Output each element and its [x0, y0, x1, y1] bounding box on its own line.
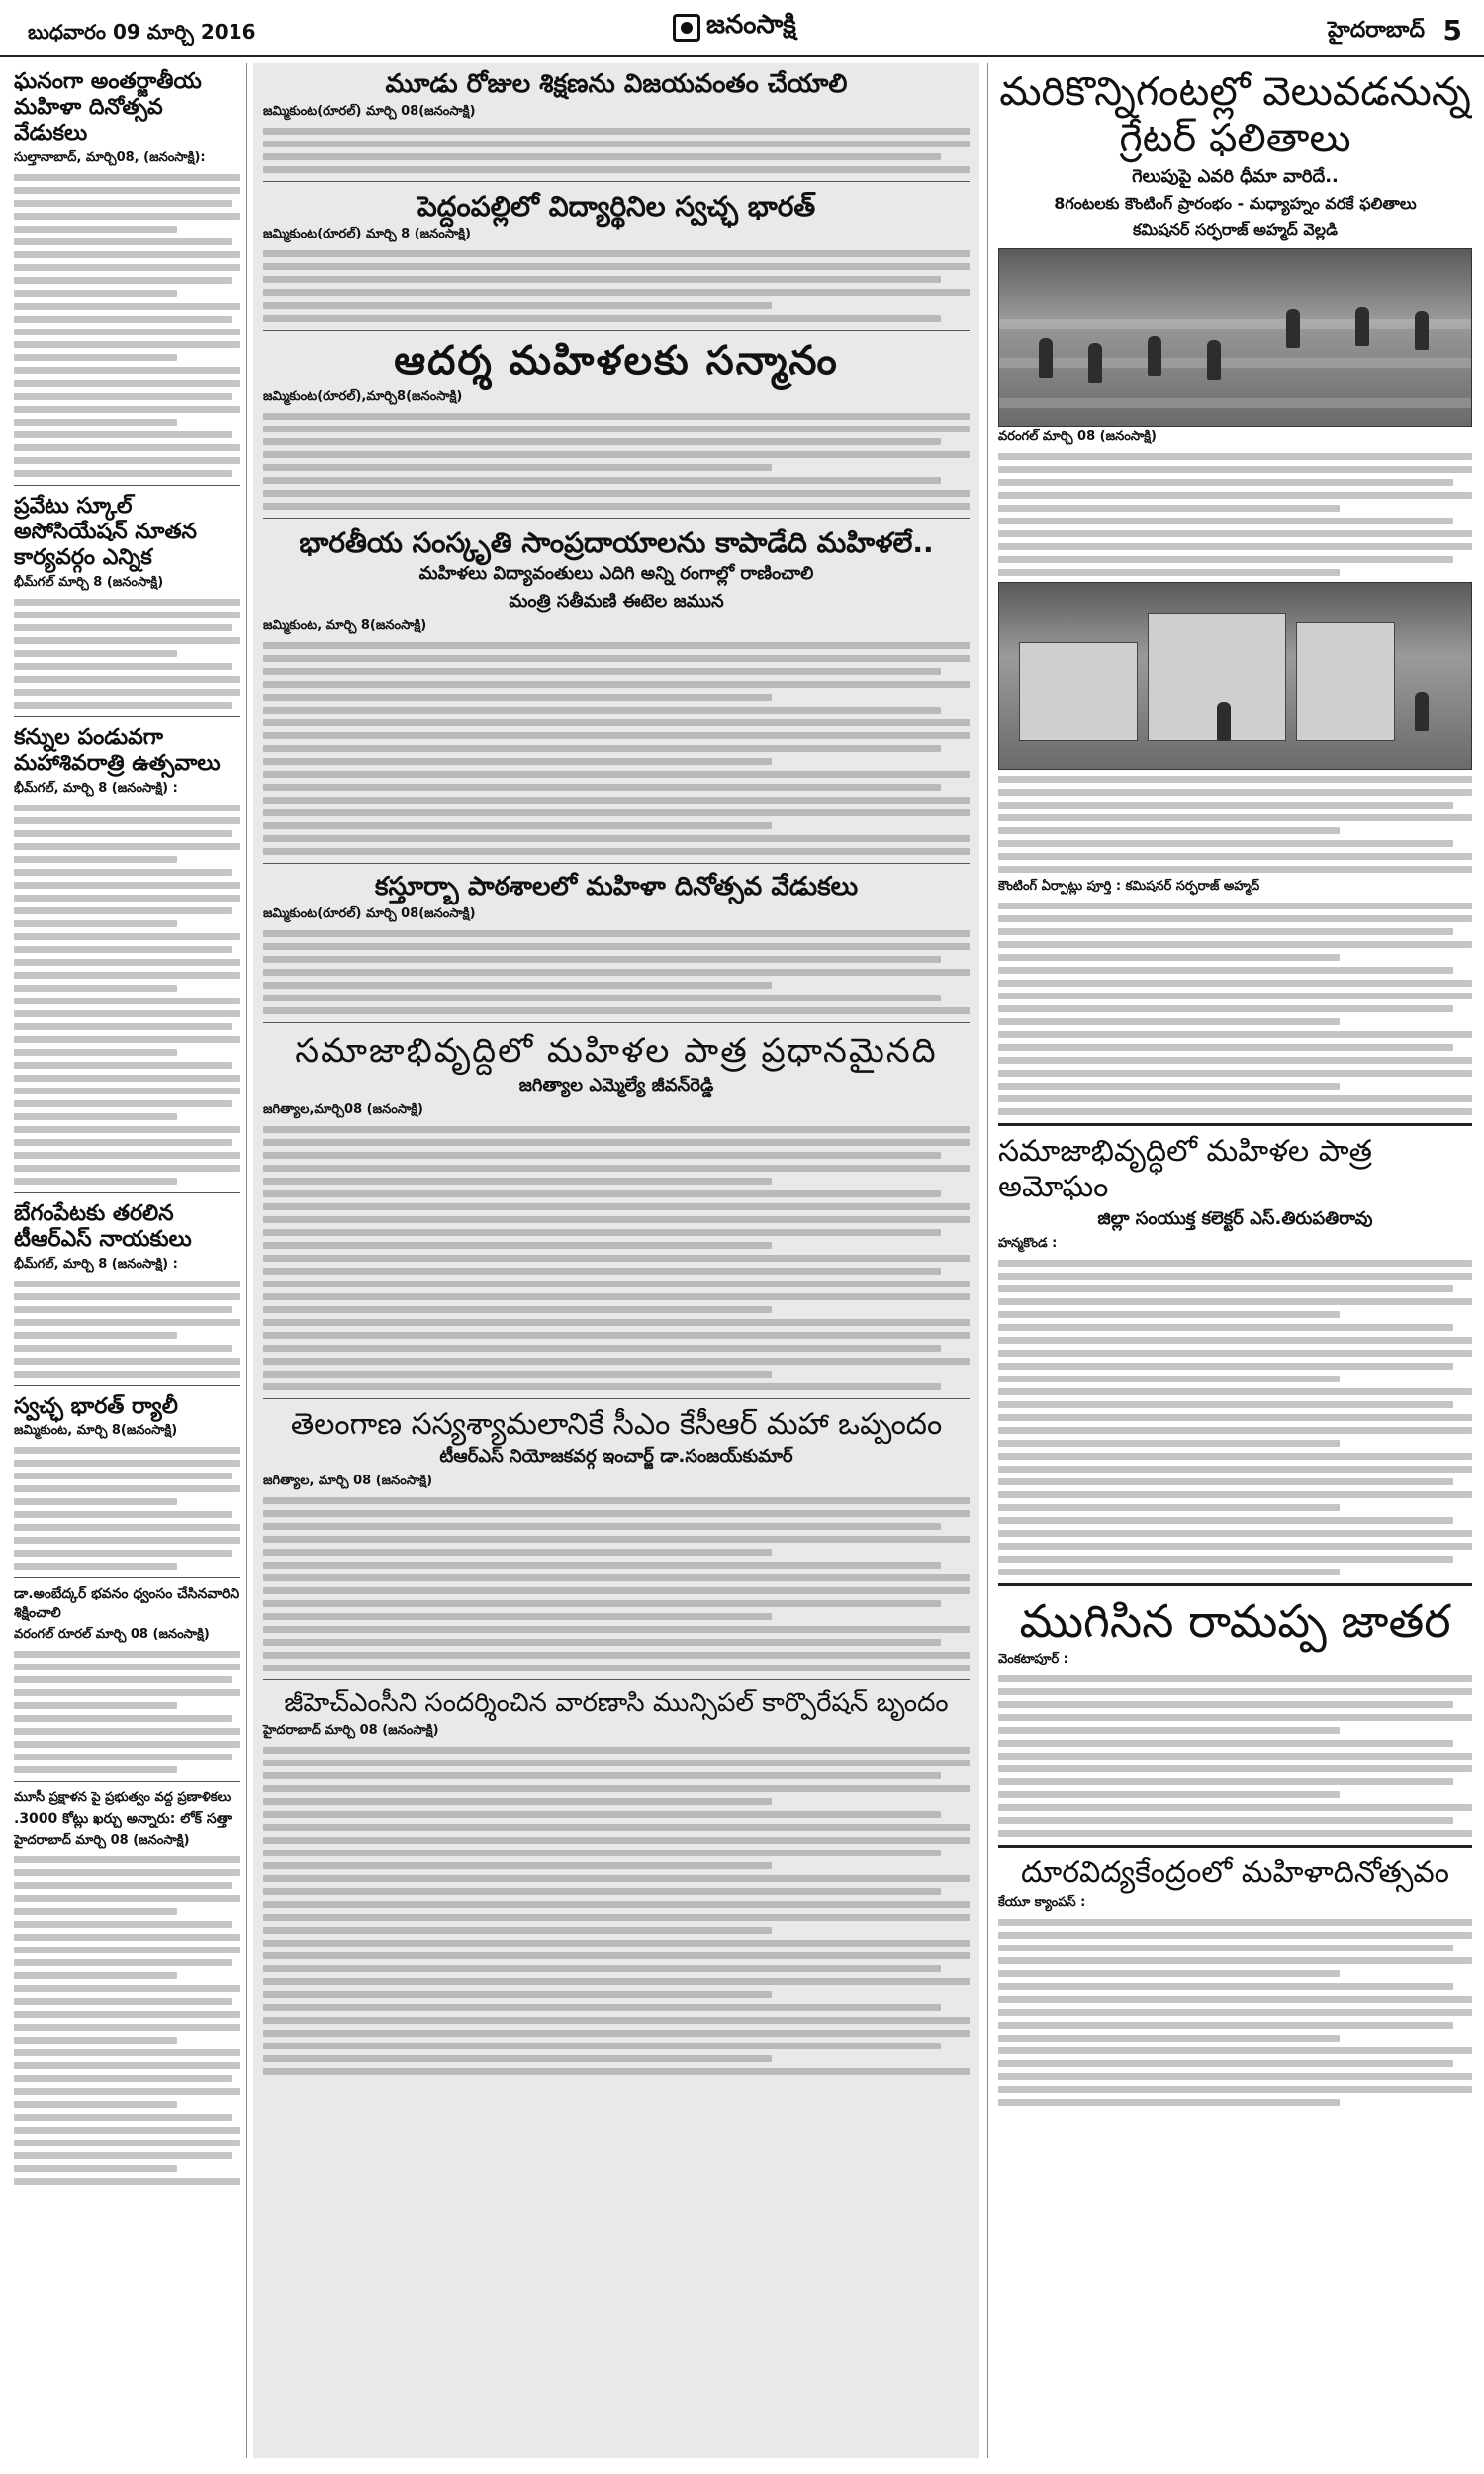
dateline: హైదరాబాద్ మార్చి 08 (జనంసాక్షి) [14, 1833, 190, 1849]
article-swachh-bharat-rally [14, 1394, 240, 1570]
subheadline-counting: 8గంటలకు కౌంటింగ్ ప్రారంభం - మధ్యాహ్నం వరకే ఫలితాలు [1054, 194, 1417, 214]
headline: జీహెచ్ఎంసీని సందర్శించిన వారణాసి మున్సిపల్ కార్పొరేషన్ బృందం [284, 1688, 949, 1719]
headline: తెలంగాణ సస్యశ్యామలానికే సీఎం కేసీఆర్ మహా ఒప్పందం [290, 1406, 943, 1442]
article-women-role-collector [998, 1134, 1472, 1575]
article-body-continued [998, 776, 1472, 873]
page-number: 5 [1442, 14, 1462, 47]
article-three-day-training [263, 69, 970, 173]
headline: డా.అంబేద్కర్ భవనం ధ్వంసం చేసినవారిని శిక్షించాలి [14, 1586, 240, 1622]
article-body [263, 930, 970, 1014]
article-ideal-women-honoured [263, 338, 970, 510]
article-greater-results [998, 69, 1472, 1115]
dateline: సుల్తానాబాద్, మార్చి08, (జనంసాక్షి): [14, 149, 206, 165]
article-body [998, 1919, 1472, 2106]
article-women-role-jagtial [263, 1031, 970, 1390]
article-body [14, 174, 240, 477]
center-column [253, 63, 979, 2458]
headline: మరికొన్నిగంటల్లో వెలువడనున్న గ్రేటర్ ఫలితాలు [999, 69, 1471, 162]
strong-room-photo [998, 582, 1472, 770]
section-heading: కౌంటింగ్ ఏర్పాట్లు పూర్తి : కమిషనర్ సర్ఫరాజ్ అహ్మద్ [998, 879, 1260, 895]
headline: కస్తూర్బా పాఠశాలలో మహిళా దినోత్సవ వేడుకలు [374, 871, 859, 902]
article-trs-leaders-begumpet [14, 1201, 240, 1378]
article-womens-day-sultanabad [14, 69, 240, 477]
dateline: భీమ్‌గల్, మార్చి 8 (జనంసాక్షి) : [14, 780, 178, 796]
dateline: వరంగల్ మార్చి 08 (జనంసాక్షి) [998, 429, 1157, 445]
dateline: జమ్మికుంట, మార్చి 8(జనంసాక్షి) [263, 618, 427, 633]
article-culture-women [263, 526, 970, 855]
article-kcr-agreement [263, 1407, 970, 1671]
headline: మూడు రోజుల శిక్షణను విజయవంతం చేయాలి [385, 69, 848, 99]
article-body [263, 1747, 970, 2075]
dateline: భీమ్‌గల్, మార్చి 8 (జనంసాక్షి) : [14, 1256, 178, 1272]
dateline: జమ్మికుంట(రూరల్) మార్చి 08(జనంసాక్షి) [263, 905, 476, 921]
headline: ముగిసిన రామప్ప జాతర [1019, 1594, 1451, 1649]
logo-icon [673, 14, 700, 42]
dateline: జమ్మికుంట, మార్చి 8(జనంసాక్షి) [14, 1423, 178, 1439]
subheadline: టీఆర్ఎస్ నియోజకవర్గ ఇంచార్జ్ డా.సంజయ్‌కుమార్ [439, 1446, 793, 1468]
masthead [0, 0, 1484, 57]
headline: సమాజాభివృద్దిలో మహిళల పాత్ర ప్రధానమైనది [295, 1030, 938, 1071]
edition-city: హైదరాబాద్ [1328, 18, 1425, 43]
dateline: జమ్మికుంట(రూరల్) మార్చి 8 (జనంసాక్షి) [263, 226, 471, 241]
headline: కన్నుల పండువగా మహాశివరాత్రి ఉత్సవాలు [14, 724, 221, 776]
subheadline: జిల్లా సంయుక్త కలెక్టర్ ఎస్.తిరుపతిరావు [1097, 1208, 1373, 1230]
article-body [263, 642, 970, 855]
article-body [14, 1856, 240, 2185]
article-body [998, 1675, 1472, 1837]
newspaper-logo [673, 10, 796, 46]
article-body [263, 128, 970, 173]
article-kasturba-school [263, 872, 970, 1014]
dateline: కేయూ క్యాంపస్ : [998, 1894, 1086, 1910]
article-body [14, 1281, 240, 1378]
right-column [987, 63, 1472, 2458]
article-body [998, 453, 1472, 576]
article-ambedkar-bhavan [14, 1586, 240, 1773]
dateline: జమ్మికుంట(రూరల్) మార్చి 08(జనంసాక్షి) [263, 103, 476, 119]
article-peddampalli-swachh-bharat [263, 190, 970, 322]
headline: దూరవిద్యకేంద్రంలో మహిళాదినోత్సవం [1021, 1856, 1449, 1891]
article-body [14, 1447, 240, 1570]
dateline: వెంకటాపూర్ : [998, 1652, 1068, 1667]
article-body [263, 1497, 970, 1671]
subheadline: గెలుపుపై ఎవరి ధీమా వారిదే.. [1132, 166, 1339, 188]
headline: స్వచ్ఛ భారత్ ర్యాలీ [14, 1393, 178, 1419]
subheadline-commissioner: కమిషనర్ సర్ఫరాజ్ అహ్మద్ వెల్లడి [1133, 220, 1338, 239]
dateline: జగిత్యాల,మార్చి08 (జనంసాక్షి) [263, 1101, 423, 1117]
article-body [998, 1260, 1472, 1575]
dateline: జగిత్యాల, మార్చి 08 (జనంసాక్షి) [263, 1474, 433, 1489]
article-body [263, 250, 970, 322]
article-distance-education-womens-day [998, 1856, 1472, 2105]
dateline: హన్మకొండ : [998, 1236, 1058, 1252]
article-body [263, 413, 970, 510]
headline: ఘనంగా అంతర్జాతీయ మహిళా దినోత్సవ వేడుకలు [14, 69, 202, 145]
headline: భారతీయ సంస్కృతి సాంప్రదాయాలను కాపాడేది మహిళలే.. [299, 525, 934, 559]
headline: బేగంపేటకు తరలిన టీఆర్ఎస్ నాయకులు [14, 1200, 192, 1252]
headline: మూసీ ప్రక్షాళన పై ప్రభుత్వం వద్ద ప్రణాళికలు [14, 1790, 232, 1806]
dateline: వరంగల్ రూరల్ మార్చి 08 (జనంసాక్షి) [14, 1627, 210, 1643]
dateline: భీమ్‌గల్ మార్చి 8 (జనంసాక్షి) [14, 574, 164, 590]
subheadline: మహిళలు విద్యావంతులు ఎదిగి అన్ని రంగాల్లో రాణించాలి [418, 562, 814, 584]
article-mahashivaratri [14, 725, 240, 1185]
article-body [263, 1126, 970, 1390]
article-body-continued [998, 903, 1472, 1115]
subheadline-speaker: మంత్రి సతీమణి ఈటెల జమున [509, 590, 724, 612]
article-private-school-association [14, 494, 240, 709]
logo-text: జనంసాక్షి [706, 10, 796, 40]
article-varanasi-team-ghmc [263, 1688, 970, 2075]
article-ramappa-jatara [998, 1594, 1472, 1837]
dateline: హైదరాబాద్ మార్చి 08 (జనంసాక్షి) [263, 1722, 439, 1738]
article-body [14, 599, 240, 709]
counting-hall-photo [998, 248, 1472, 427]
subheadline: .3000 కోట్లు ఖర్చు అన్నారు: లోక్ సత్తా [14, 1811, 232, 1828]
dateline: జమ్మికుంట(రూరల్),మార్చి8(జనంసాక్షి) [263, 388, 463, 404]
headline: ప్రవేటు స్కూల్ అసోసియేషన్ నూతన కార్యవర్గం ఎన్నిక [14, 493, 198, 570]
article-musi-cleanup [14, 1790, 240, 2185]
issue-date: బుధవారం 09 మార్చి 2016 [28, 20, 256, 44]
headline: పెద్దంపల్లిలో విద్యార్థినిల స్వచ్ఛ భారత్ [417, 189, 816, 223]
subheadline: జగిత్యాల ఎమ్మెల్యే జీవన్‌రెడ్డి [518, 1074, 714, 1095]
article-body [14, 805, 240, 1185]
headline: ఆదర్శ మహిళలకు సన్మానం [394, 337, 839, 384]
article-body [14, 1651, 240, 1773]
left-column [14, 63, 247, 2458]
headline: సమాజాభివృద్ధిలో మహిళల పాత్ర అమోఘం [998, 1134, 1372, 1204]
